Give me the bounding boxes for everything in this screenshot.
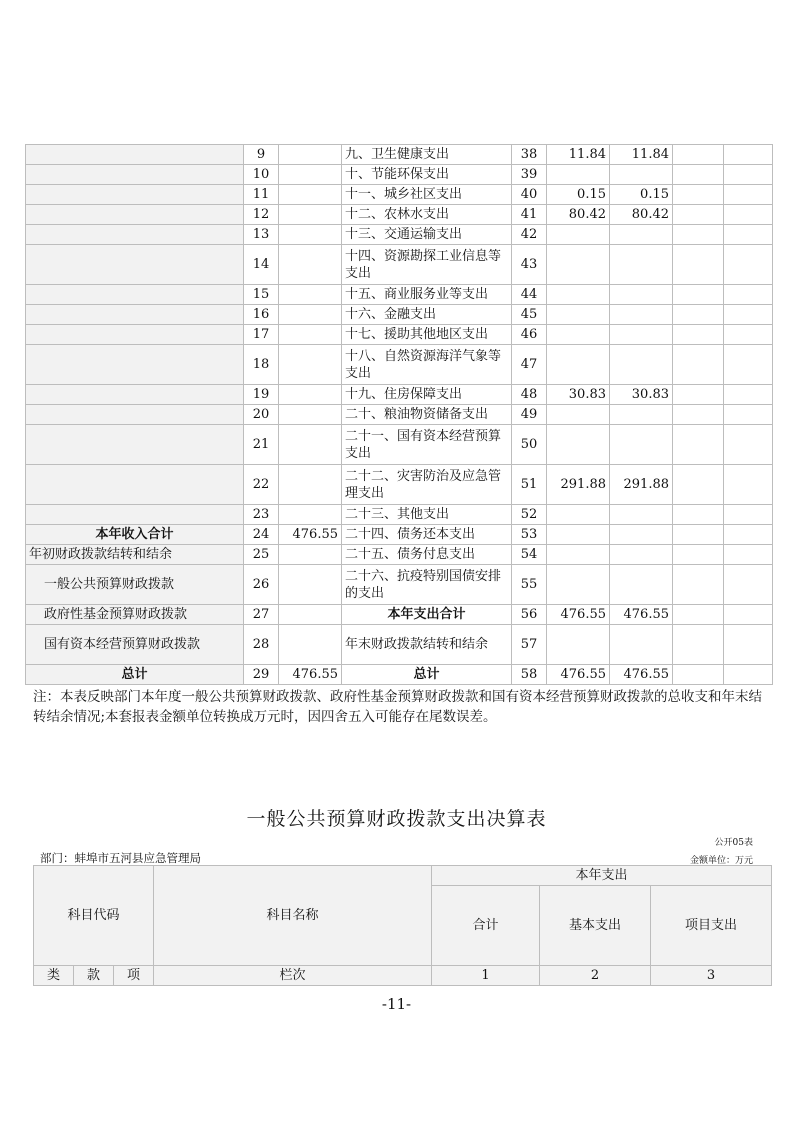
expense-amount: 0.15 (547, 185, 610, 205)
expense-amount (547, 345, 610, 385)
income-amount: 476.55 (279, 665, 342, 685)
income-label (26, 465, 244, 505)
income-line-no: 12 (244, 205, 279, 225)
expense-line-no: 43 (512, 245, 547, 285)
expense-line-no: 40 (512, 185, 547, 205)
expense-item-name: 二十六、抗疫特别国债安排的支出 (342, 565, 512, 605)
income-amount (279, 545, 342, 565)
expense-line-no: 57 (512, 625, 547, 665)
income-line-no: 9 (244, 145, 279, 165)
expense-amount-general: 476.55 (610, 605, 673, 625)
expense-amount-state-capital (724, 285, 773, 305)
expense-item-name: 二十一、国有资本经营预算支出 (342, 425, 512, 465)
subject-code-header: 科目代码 (34, 866, 154, 966)
income-amount (279, 205, 342, 225)
expense-item-name: 十八、自然资源海洋气象等支出 (342, 345, 512, 385)
expense-item-name: 总计 (342, 665, 512, 685)
expense-amount (547, 285, 610, 305)
income-label (26, 385, 244, 405)
expense-amount (547, 325, 610, 345)
table-row (26, 405, 773, 425)
expense-amount-general: 0.15 (610, 185, 673, 205)
expense-amount: 476.55 (547, 665, 610, 685)
expense-amount-fund (673, 345, 724, 385)
expense-item-name: 年末财政拨款结转和结余 (342, 625, 512, 665)
expense-amount-fund (673, 525, 724, 545)
expense-amount-general (610, 165, 673, 185)
income-amount (279, 425, 342, 465)
expense-amount (547, 625, 610, 665)
income-amount (279, 505, 342, 525)
expense-item-name: 二十三、其他支出 (342, 505, 512, 525)
expense-amount (547, 405, 610, 425)
page-title: 一般公共预算财政拨款支出决算表 (246, 808, 547, 830)
expense-amount-state-capital (724, 345, 773, 385)
expenditure-header-table (33, 865, 772, 986)
expense-amount-fund (673, 565, 724, 605)
expense-amount-fund (673, 625, 724, 665)
table-row (26, 565, 773, 605)
income-amount (279, 305, 342, 325)
expense-amount-state-capital (724, 225, 773, 245)
expense-amount-state-capital (724, 665, 773, 685)
expense-amount-state-capital (724, 565, 773, 605)
expense-amount: 80.42 (547, 205, 610, 225)
expense-line-no: 55 (512, 565, 547, 605)
expense-amount-state-capital (724, 505, 773, 525)
income-line-no: 26 (244, 565, 279, 605)
expense-item-name: 十六、金融支出 (342, 305, 512, 325)
section-header: 款 (74, 966, 114, 986)
income-line-no: 28 (244, 625, 279, 665)
expense-line-no: 48 (512, 385, 547, 405)
expense-amount (547, 565, 610, 605)
table-row (26, 525, 773, 545)
expense-amount-fund (673, 185, 724, 205)
table-row (26, 605, 773, 625)
category-header: 类 (34, 966, 74, 986)
income-amount (279, 145, 342, 165)
expense-amount-state-capital (724, 185, 773, 205)
expense-amount (547, 505, 610, 525)
expense-amount (547, 525, 610, 545)
expense-amount-state-capital (724, 545, 773, 565)
expense-amount-state-capital (724, 605, 773, 625)
income-line-no: 17 (244, 325, 279, 345)
expense-amount-fund (673, 465, 724, 505)
expense-amount-fund (673, 545, 724, 565)
expense-amount-general (610, 285, 673, 305)
income-amount (279, 165, 342, 185)
table-row (26, 505, 773, 525)
expense-item-name: 十三、交通运输支出 (342, 225, 512, 245)
income-line-no: 16 (244, 305, 279, 325)
basic-expense-header: 基本支出 (540, 886, 651, 966)
income-label (26, 165, 244, 185)
income-line-no: 15 (244, 285, 279, 305)
expense-item-name: 十一、城乡社区支出 (342, 185, 512, 205)
total-header: 合计 (432, 886, 540, 966)
expense-amount (547, 225, 610, 245)
expense-amount-general (610, 405, 673, 425)
income-label (26, 505, 244, 525)
income-label: 年初财政拨款结转和结余 (26, 545, 244, 565)
expense-line-no: 38 (512, 145, 547, 165)
expense-line-no: 39 (512, 165, 547, 185)
income-amount (279, 625, 342, 665)
expense-amount-state-capital (724, 425, 773, 465)
expense-amount (547, 425, 610, 465)
expense-amount: 476.55 (547, 605, 610, 625)
income-amount (279, 345, 342, 385)
expense-amount-state-capital (724, 145, 773, 165)
expense-line-no: 52 (512, 505, 547, 525)
page-number: -11- (381, 995, 412, 1013)
income-label (26, 145, 244, 165)
expense-amount (547, 545, 610, 565)
expense-line-no: 41 (512, 205, 547, 225)
income-line-no: 20 (244, 405, 279, 425)
expense-amount-general: 11.84 (610, 145, 673, 165)
income-label (26, 245, 244, 285)
expense-amount-fund (673, 505, 724, 525)
expense-item-name: 二十二、灾害防治及应急管理支出 (342, 465, 512, 505)
expense-amount-fund (673, 325, 724, 345)
expense-amount-general (610, 245, 673, 285)
table-row (26, 145, 773, 165)
income-line-no: 24 (244, 525, 279, 545)
income-amount (279, 185, 342, 205)
income-label (26, 305, 244, 325)
income-line-no: 19 (244, 385, 279, 405)
expense-line-no: 45 (512, 305, 547, 325)
table-row (26, 325, 773, 345)
income-label (26, 325, 244, 345)
expense-amount-state-capital (724, 245, 773, 285)
table-row (26, 465, 773, 505)
expense-amount-state-capital (724, 385, 773, 405)
expense-item-name: 二十四、债务还本支出 (342, 525, 512, 545)
income-line-no: 27 (244, 605, 279, 625)
expense-amount: 30.83 (547, 385, 610, 405)
expense-amount (547, 305, 610, 325)
income-label: 政府性基金预算财政拨款 (26, 605, 244, 625)
income-line-no: 29 (244, 665, 279, 685)
table-row (26, 165, 773, 185)
expense-line-no: 50 (512, 425, 547, 465)
expense-amount-fund (673, 665, 724, 685)
income-label (26, 425, 244, 465)
table-row (26, 185, 773, 205)
expense-line-no: 56 (512, 605, 547, 625)
income-line-no: 18 (244, 345, 279, 385)
expense-amount-state-capital (724, 165, 773, 185)
income-line-no: 21 (244, 425, 279, 465)
table-row (26, 245, 773, 285)
table-row (26, 385, 773, 405)
income-line-no: 10 (244, 165, 279, 185)
item-header: 项 (114, 966, 154, 986)
expense-item-name: 十二、农林水支出 (342, 205, 512, 225)
income-amount (279, 605, 342, 625)
department-label: 部门：蚌埠市五河县应急管理局 (40, 851, 201, 865)
expense-amount-state-capital (724, 525, 773, 545)
expense-amount-state-capital (724, 325, 773, 345)
income-line-no: 13 (244, 225, 279, 245)
expense-line-no: 44 (512, 285, 547, 305)
income-line-no: 22 (244, 465, 279, 505)
expense-line-no: 54 (512, 545, 547, 565)
expense-amount-general (610, 625, 673, 665)
income-amount (279, 405, 342, 425)
income-line-no: 23 (244, 505, 279, 525)
expense-amount-general (610, 565, 673, 605)
current-year-header: 本年支出 (432, 866, 772, 886)
unit-label: 金额单位：万元 (689, 856, 753, 866)
income-label: 一般公共预算财政拨款 (26, 565, 244, 605)
table-row (26, 425, 773, 465)
income-label: 国有资本经营预算财政拨款 (26, 625, 244, 665)
expense-amount-general (610, 345, 673, 385)
income-line-no: 11 (244, 185, 279, 205)
expense-item-name: 本年支出合计 (342, 605, 512, 625)
income-amount (279, 245, 342, 285)
expense-item-name: 十四、资源勘探工业信息等支出 (342, 245, 512, 285)
income-label: 本年收入合计 (26, 525, 244, 545)
expense-line-no: 46 (512, 325, 547, 345)
table-row (26, 665, 773, 685)
expense-item-name: 十、节能环保支出 (342, 165, 512, 185)
expense-line-no: 51 (512, 465, 547, 505)
income-amount (279, 385, 342, 405)
column-3: 3 (651, 966, 772, 986)
income-amount (279, 465, 342, 505)
expense-amount-fund (673, 205, 724, 225)
report-code: 公开05表 (714, 838, 753, 848)
expense-amount-general (610, 425, 673, 465)
expense-amount-fund (673, 145, 724, 165)
expense-amount-general: 30.83 (610, 385, 673, 405)
project-expense-header: 项目支出 (651, 886, 772, 966)
expense-amount-general: 291.88 (610, 465, 673, 505)
expense-line-no: 47 (512, 345, 547, 385)
table-row (26, 285, 773, 305)
expense-amount-fund (673, 385, 724, 405)
income-amount (279, 325, 342, 345)
expense-amount: 291.88 (547, 465, 610, 505)
financial-summary-table (25, 144, 773, 685)
income-line-no: 14 (244, 245, 279, 285)
expense-amount (547, 165, 610, 185)
income-label: 总计 (26, 665, 244, 685)
expense-item-name: 九、卫生健康支出 (342, 145, 512, 165)
income-amount (279, 285, 342, 305)
expense-line-no: 58 (512, 665, 547, 685)
expense-amount-fund (673, 225, 724, 245)
expense-amount-fund (673, 305, 724, 325)
expense-item-name: 二十五、债务付息支出 (342, 545, 512, 565)
income-label (26, 225, 244, 245)
expense-amount-general (610, 545, 673, 565)
expense-item-name: 十九、住房保障支出 (342, 385, 512, 405)
expense-amount-general (610, 505, 673, 525)
income-amount: 476.55 (279, 525, 342, 545)
expense-line-no: 49 (512, 405, 547, 425)
expense-item-name: 十七、援助其他地区支出 (342, 325, 512, 345)
table-note: 注：本表反映部门本年度一般公共预算财政拨款、政府性基金预算财政拨款和国有资本经营预算财政拨款的总收支和年末结转结余情况;本套报表金额单位转换成万元时，因四舍五入可能存在尾数误差。 (33, 689, 762, 725)
table-row (26, 305, 773, 325)
expense-amount: 11.84 (547, 145, 610, 165)
expense-amount-state-capital (724, 625, 773, 665)
expense-amount-state-capital (724, 465, 773, 505)
table-row (26, 345, 773, 385)
table-row (26, 205, 773, 225)
subject-name-header: 科目名称 (154, 866, 432, 966)
expense-amount-state-capital (724, 405, 773, 425)
income-label (26, 205, 244, 225)
expense-line-no: 53 (512, 525, 547, 545)
expense-amount (547, 245, 610, 285)
expense-amount-fund (673, 605, 724, 625)
column-1: 1 (432, 966, 540, 986)
expense-amount-general (610, 525, 673, 545)
expense-amount-fund (673, 245, 724, 285)
expense-amount-general (610, 305, 673, 325)
expense-amount-fund (673, 425, 724, 465)
expense-item-name: 十五、商业服务业等支出 (342, 285, 512, 305)
table-row (26, 545, 773, 565)
income-label (26, 185, 244, 205)
income-line-no: 25 (244, 545, 279, 565)
expense-amount-general: 80.42 (610, 205, 673, 225)
expense-item-name: 二十、粮油物资储备支出 (342, 405, 512, 425)
expense-amount-general (610, 325, 673, 345)
expense-line-no: 42 (512, 225, 547, 245)
income-label (26, 285, 244, 305)
income-amount (279, 225, 342, 245)
expense-amount-state-capital (724, 305, 773, 325)
expense-amount-state-capital (724, 205, 773, 225)
table-row (26, 625, 773, 665)
income-amount (279, 565, 342, 605)
table-row (26, 225, 773, 245)
expense-amount-general (610, 225, 673, 245)
expense-amount-general: 476.55 (610, 665, 673, 685)
income-label (26, 405, 244, 425)
column-no-header: 栏次 (154, 966, 432, 986)
expense-amount-fund (673, 405, 724, 425)
expense-amount-fund (673, 285, 724, 305)
column-2: 2 (540, 966, 651, 986)
income-label (26, 345, 244, 385)
expense-amount-fund (673, 165, 724, 185)
